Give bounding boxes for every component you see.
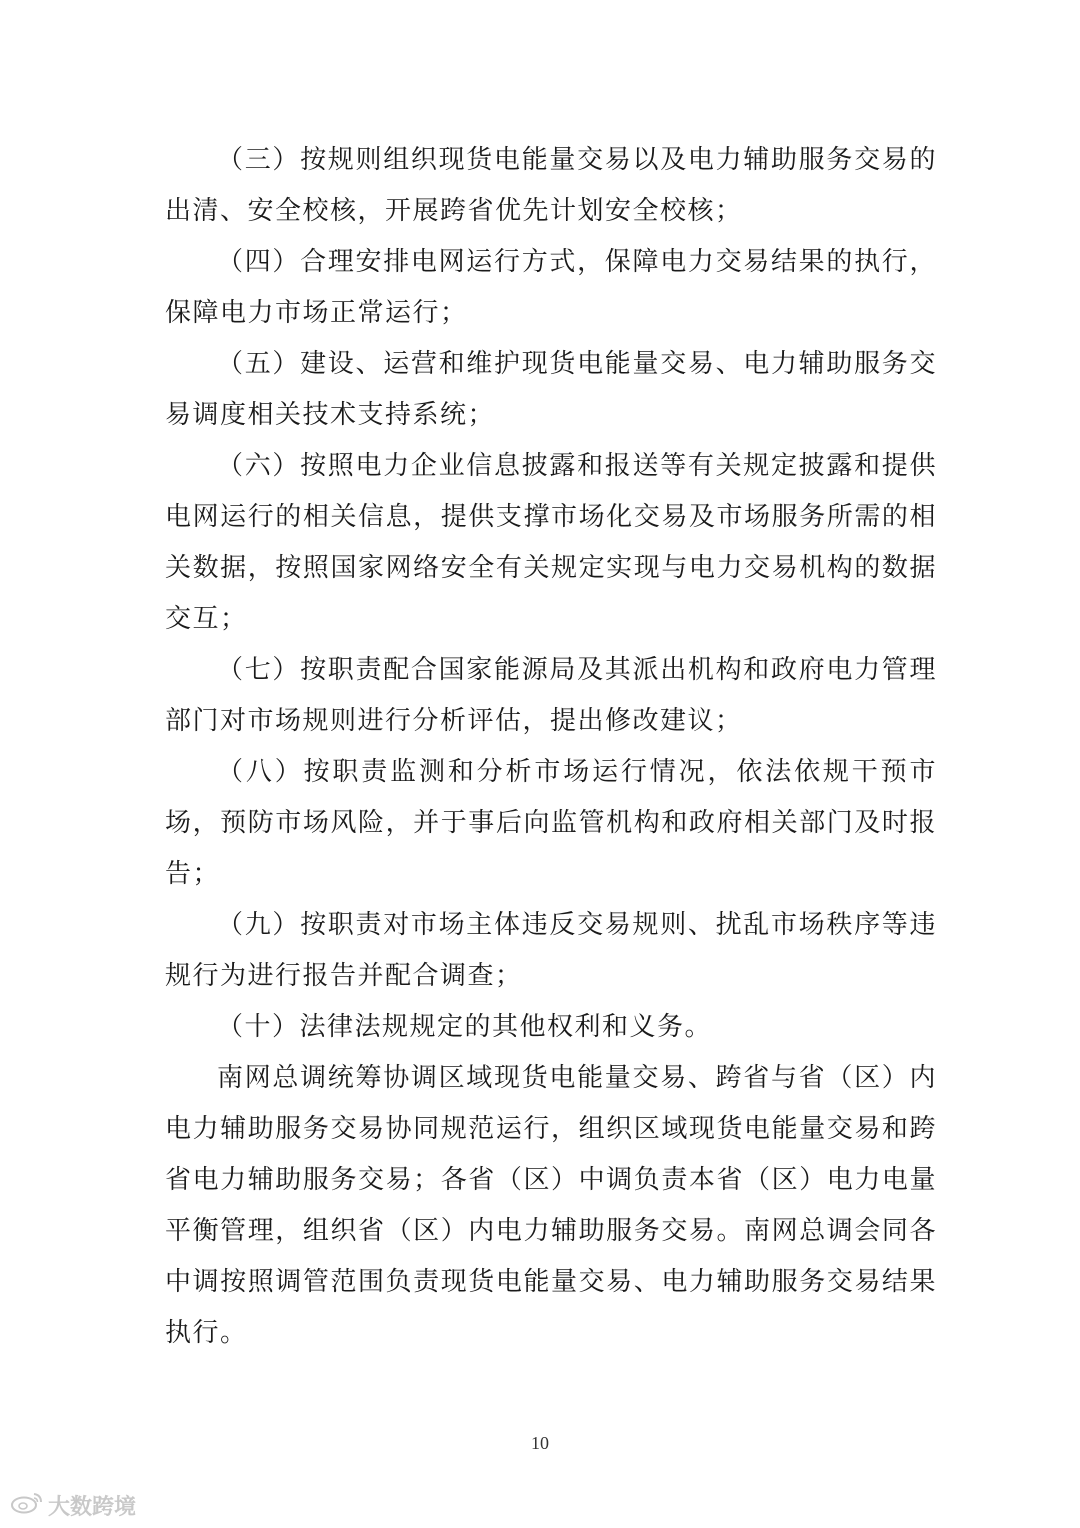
watermark [10,1490,136,1521]
paragraph-6: （六）按照电力企业信息披露和报送等有关规定披露和提供电网运行的相关信息，提供支撑市场化交易及市场服务所需的相关数据，按照国家网络安全有关规定实现与电力交易机构的数据交互； [165,451,937,634]
paragraph-5: （五）建设、运营和维护现货电能量交易、电力辅助服务交易调度相关技术支持系统； [165,349,937,430]
paragraph-8: （八）按职责监测和分析市场运行情况，依法依规干预市场，预防市场风险，并于事后向监管机构和政府相关部门及时报告； [165,757,937,889]
paragraph-summary: 南网总调统筹协调区域现货电能量交易、跨省与省（区）内电力辅助服务交易协同规范运行，组织区域现货电能量交易和跨省电力辅助服务交易；各省（区）中调负责本省（区）电力电量平衡管理，组织省（区）内电力辅助服务交易。南网总调会同各中调按照调管范围负责现货电能量交易、电力辅助服务交易结果执行。 [165,1063,937,1348]
page-number: 10 [531,1433,549,1453]
paragraph-3: （三）按规则组织现货电能量交易以及电力辅助服务交易的出清、安全校核，开展跨省优先计划安全校核； [165,145,937,226]
weibo-logo-icon [10,1492,48,1520]
watermark-text: 大数跨境 [48,1495,137,1520]
paragraph-9: （九）按职责对市场主体违反交易规则、扰乱市场秩序等违规行为进行报告并配合调查； [165,910,937,991]
paragraph-4: （四）合理安排电网运行方式，保障电力交易结果的执行，保障电力市场正常运行； [165,247,937,328]
paragraph-10: （十）法律法规规定的其他权利和义务。 [217,1012,713,1042]
document-body [165,135,937,1359]
paragraph-7: （七）按职责配合国家能源局及其派出机构和政府电力管理部门对市场规则进行分析评估，提出修改建议； [165,655,937,736]
